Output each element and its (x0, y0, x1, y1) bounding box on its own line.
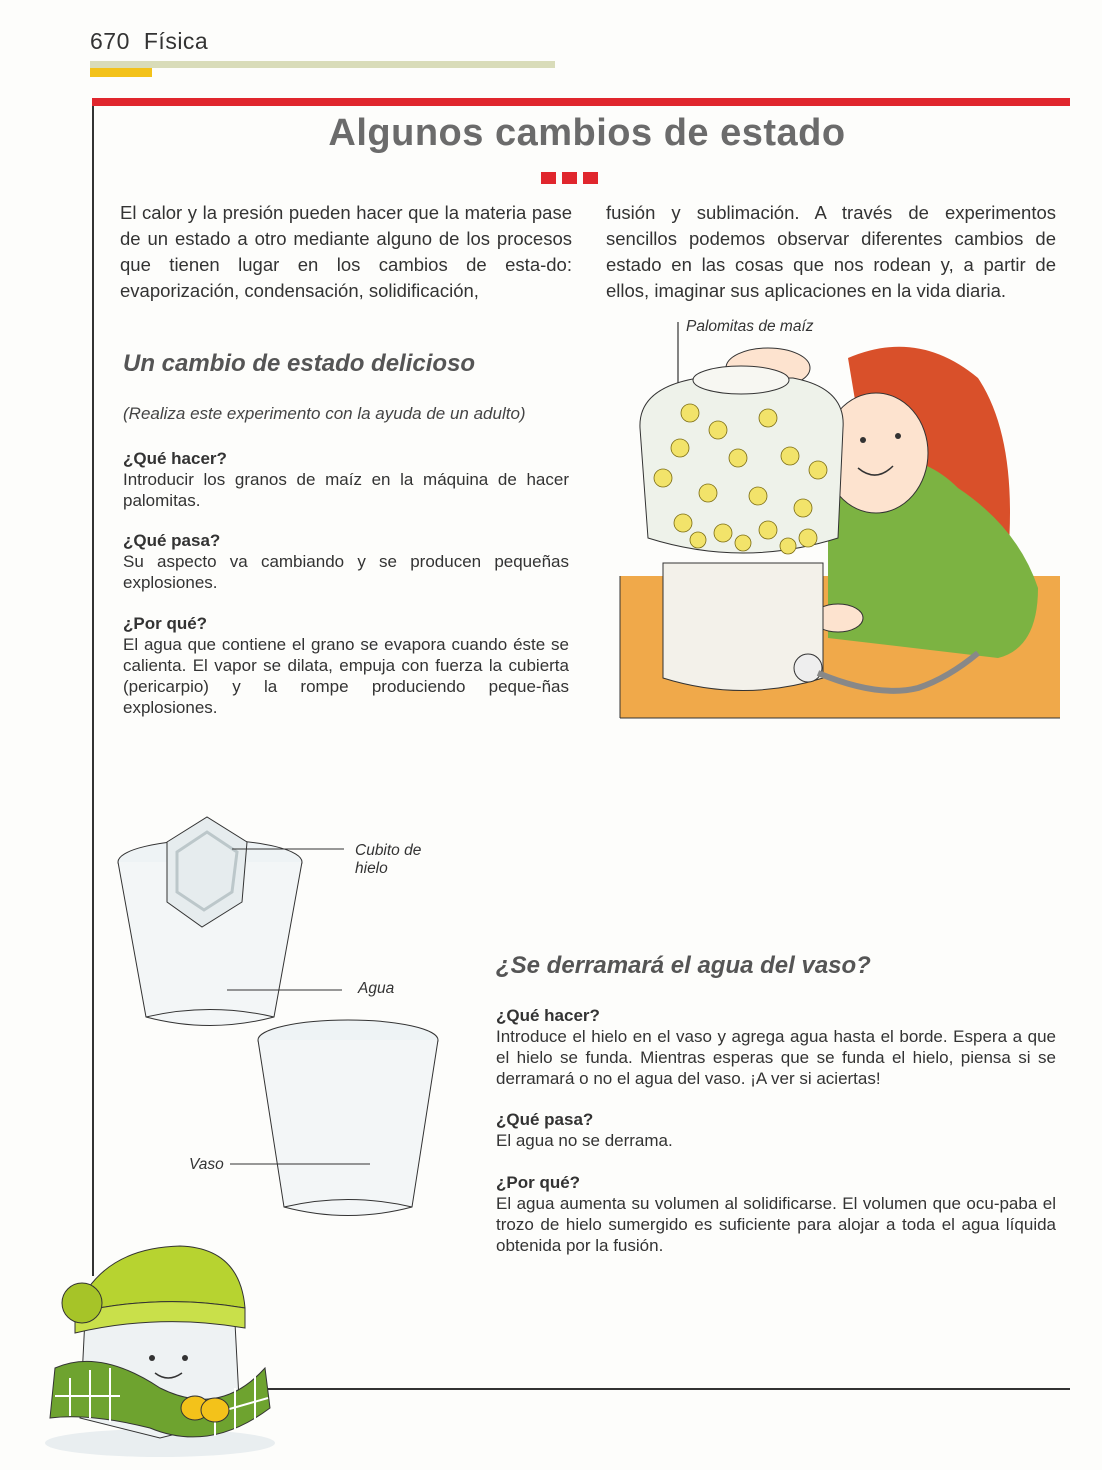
bottom-rule (258, 1388, 1070, 1390)
block-question: ¿Por qué? (123, 614, 208, 633)
block-answer: Su aspecto va cambiando y se producen pequeñas explosiones. (123, 552, 569, 592)
ice-cube-label (355, 842, 421, 878)
section2-block-happens (496, 1109, 1056, 1151)
block-question: ¿Por qué? (496, 1173, 581, 1192)
popcorn-machine-illustration (618, 318, 1062, 722)
block-question: ¿Qué hacer? (496, 1006, 600, 1025)
intro-left-column: El calor y la presión pueden hacer que la materia pase de un estado a otro mediante alguno de los procesos que tienen lugar en los cambios de esta-do: evaporización, condensación, solidificación, (120, 202, 572, 301)
ice-glass-illustration (112, 812, 452, 1252)
block-question: ¿Qué hacer? (123, 449, 227, 468)
frame-top-rule (92, 98, 1070, 106)
section2-heading: ¿Se derramará el agua del vaso? (496, 952, 871, 979)
page-header (90, 28, 208, 55)
header-yellow-bar (90, 68, 152, 77)
block-answer: El agua no se derrama. (496, 1131, 673, 1150)
ice-cube-label-line2: hielo (355, 860, 388, 877)
glass-label: Vaso (189, 1156, 224, 1173)
ice-cube-label-line1: Cubito de (355, 842, 422, 859)
section1-block-why (123, 613, 569, 718)
block-answer: El agua aumenta su volumen al solidificarse. El volumen que ocu-paba el trozo de hielo sumergido es suficiente para alojar a toda el agua líquida obtenida por la fusión. (496, 1194, 1056, 1255)
page-title: Algunos cambios de estado (328, 112, 846, 154)
intro-right-column: fusión y sublimación. A través de experimentos sencillos podemos observar diferentes cambios de estado en las cosas que nos rodean y, a partir de ellos, imaginar sus aplicaciones en la vida diaria. (606, 202, 1056, 301)
block-answer: El agua que contiene el grano se evapora cuando éste se calienta. El vapor se dilata, empuja con fuerza la cubierta (pericarpio) y la rompe produciendo peque-ñas explosiones. (123, 635, 569, 717)
header-green-bar (90, 61, 555, 68)
section2-block-why (496, 1172, 1056, 1256)
popcorn-label: Palomitas de maíz (686, 318, 814, 335)
section1-note: (Realiza este experimento con la ayuda de un adulto) (123, 404, 526, 423)
title-ornament (541, 172, 598, 184)
block-question: ¿Qué pasa? (496, 1110, 594, 1129)
block-answer: Introducir los granos de maíz en la máquina de hacer palomitas. (123, 470, 569, 510)
block-question: ¿Qué pasa? (123, 531, 221, 550)
section1-block-happens (123, 530, 569, 593)
page-number: 670 (90, 28, 130, 54)
block-answer: Introduce el hielo en el vaso y agrega agua hasta el borde. Espera a que el hielo se funda. Mientras esperas que se funda el hielo, piensa si se derramará o no el agua del vaso. ¡A ver si aciertas! (496, 1027, 1056, 1088)
section1-heading: Un cambio de estado delicioso (123, 350, 476, 377)
section1-block-what (123, 448, 569, 511)
water-label: Agua (358, 980, 395, 997)
ice-mascot-illustration (40, 1238, 280, 1460)
frame-left-rule (92, 106, 94, 1276)
subject-name: Física (143, 28, 209, 54)
section2-block-what (496, 1005, 1056, 1089)
